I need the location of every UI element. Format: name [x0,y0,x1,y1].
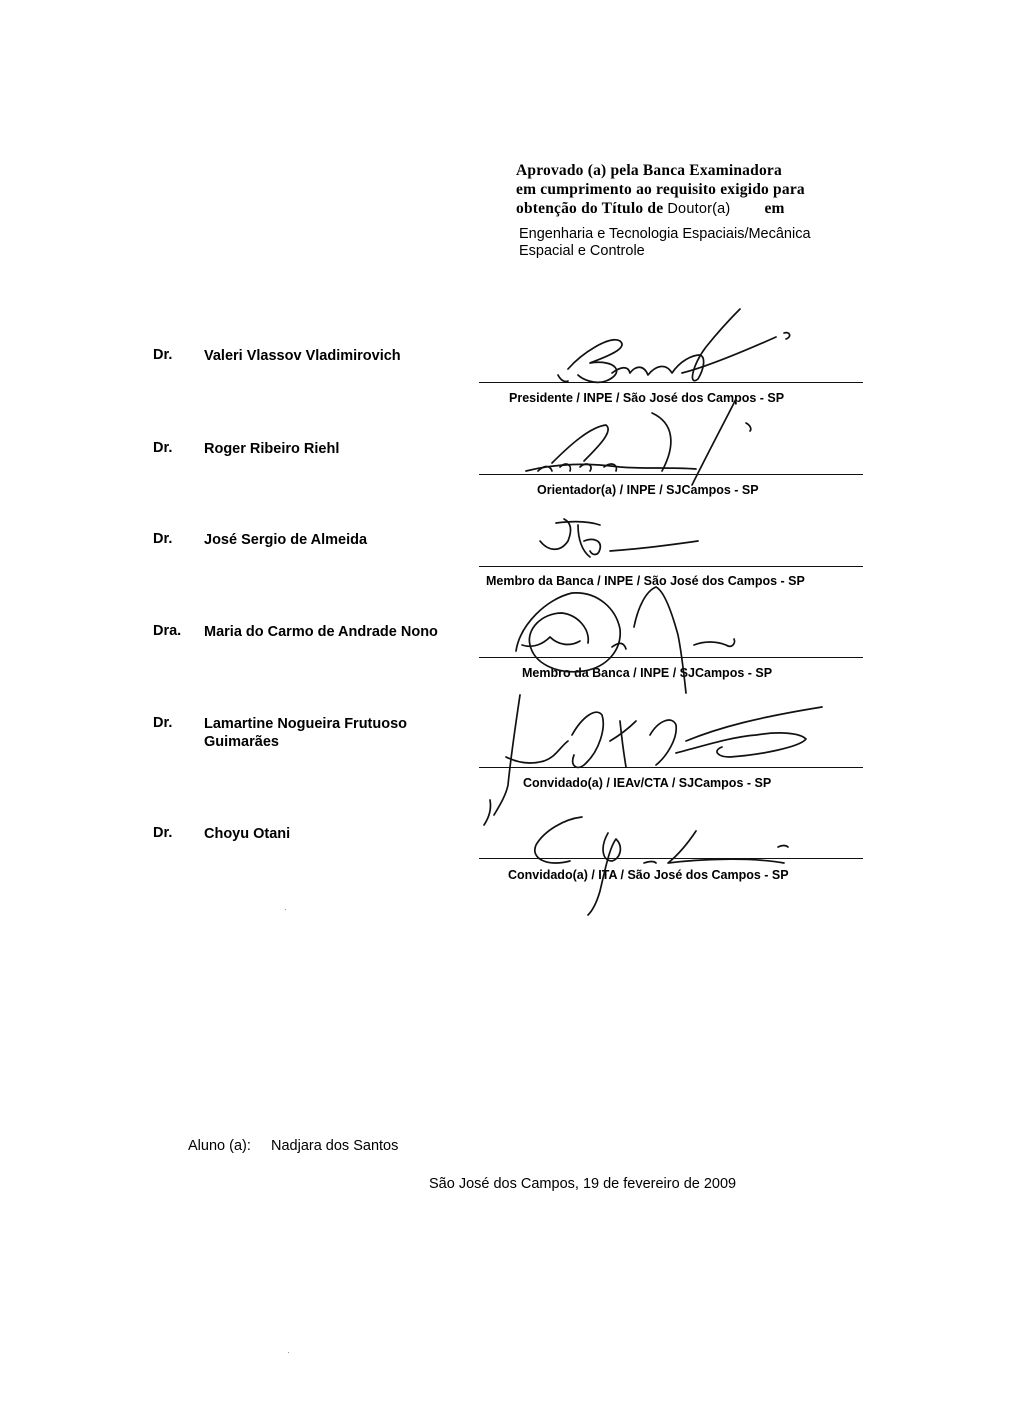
signature-line [479,657,863,658]
member-title: Dra. [153,623,182,639]
program-line-1: Engenharia e Tecnologia Espaciais/Mecânica [519,226,811,242]
student-label: Aluno (a): [188,1138,251,1154]
member-name [204,440,339,458]
handwritten-signatures [460,295,880,915]
student-name: Nadjara dos Santos [271,1138,399,1154]
member-title: Dr. [153,531,173,547]
member-name [204,531,367,549]
signature-line [479,767,863,768]
member-role: Convidado(a) / IEAv/CTA / SJCampos - SP [523,776,772,790]
member-title: Dr. [153,347,173,363]
member-name [204,347,401,365]
member-role: Membro da Banca / INPE / São José dos Campos - SP [486,574,805,588]
member-name [204,825,290,843]
member-name-line-1: Choyu Otani [204,826,291,842]
member-name-line-1: Valeri Vlassov Vladimirovich [204,348,401,364]
program-name [519,226,879,260]
approval-line-3-suffix: em [764,200,785,217]
member-name-line-1: Roger Ribeiro Riehl [204,441,340,457]
approval-line-3 [516,199,846,219]
signature-guest-2 [535,817,788,915]
member-title: Dr. [153,715,173,731]
member-role: Presidente / INPE / São José dos Campos - SP [509,391,785,405]
signature-advisor [526,399,751,485]
approval-line-2: em cumprimento ao requisito exigido para [516,181,805,198]
student-line [188,1138,398,1154]
member-role: Membro da Banca / INPE / SJCampos - SP [522,666,773,680]
signature-line [479,382,863,383]
scan-speck [285,909,286,910]
signature-guest-1 [484,695,822,825]
signature-line [479,566,863,567]
approval-statement [516,161,846,219]
member-title: Dr. [153,825,173,841]
approval-line-3-prefix: obtenção do Título de [516,200,664,217]
member-title: Dr. [153,440,173,456]
signature-member-1 [540,519,698,557]
signature-line [479,474,863,475]
member-name-line-1: José Sergio de Almeida [204,532,368,548]
scan-speck [288,1352,289,1353]
program-line-2: Espacial e Controle [519,243,645,259]
member-name-line-2: Guimarães [204,734,279,750]
approval-line-1: Aprovado (a) pela Banca Examinadora [516,162,782,179]
member-name [204,623,438,641]
signature-line [479,858,863,859]
member-role: Convidado(a) / ITA / São José dos Campos - SP [508,868,789,882]
signature-president [558,309,790,382]
place-and-date: São José dos Campos, 19 de fevereiro de 2009 [429,1176,737,1192]
member-name-line-1: Lamartine Nogueira Frutuoso [204,716,408,732]
member-name [204,715,407,751]
degree-name: Doutor(a) [667,201,731,217]
member-name-line-1: Maria do Carmo de Andrade Nono [204,624,438,640]
member-role: Orientador(a) / INPE / SJCampos - SP [537,483,759,497]
